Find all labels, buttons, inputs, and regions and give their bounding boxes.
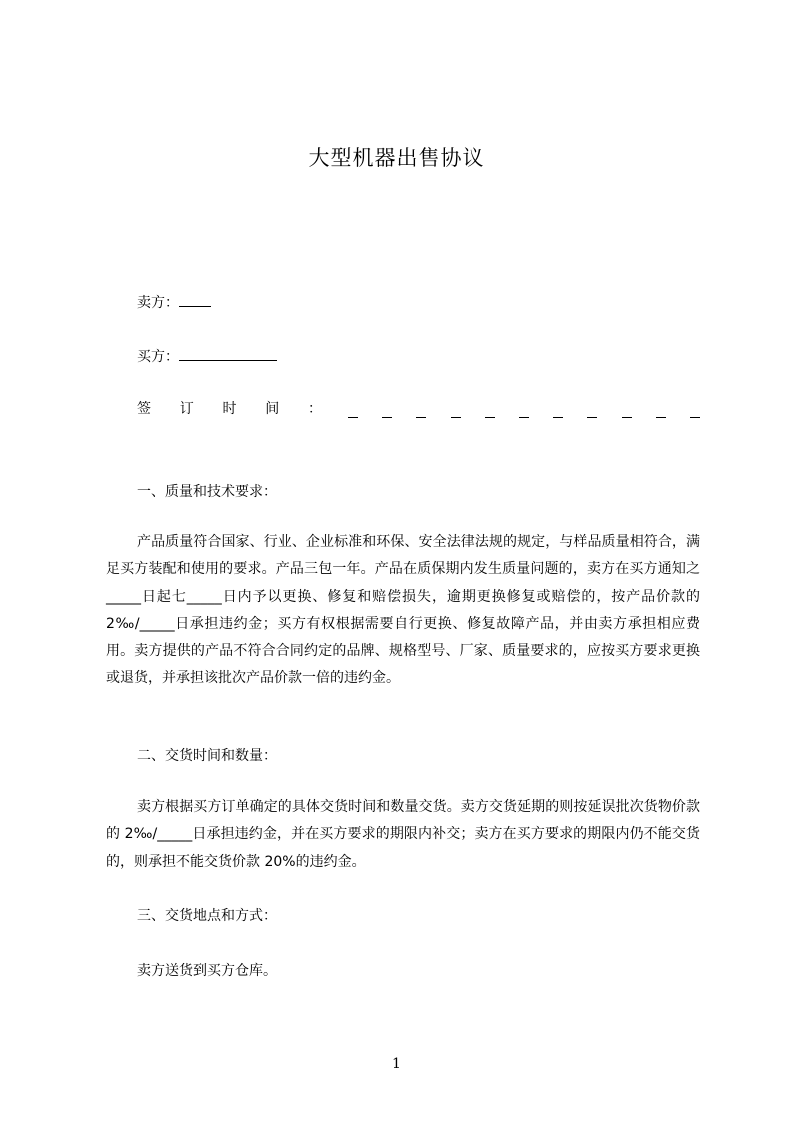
section-body-delivery-time: 卖方根据买方订单确定的具体交货时间和数量交货。卖方交货延期的则按延误批次货物价款的 2‰/_____日承担违约金，并在买方要求的期限内补交；卖方在买方要求的期限内仍不能交货的，则承担不能交货价款 20%的违约金。 <box>106 799 700 870</box>
signing-time-line <box>137 398 700 418</box>
blank-dash <box>690 405 700 418</box>
signing-time-char: 订 <box>179 401 194 417</box>
buyer-label: 买方： <box>137 349 179 365</box>
section-body-delivery-place: 卖方送货到买方仓库。 <box>137 963 277 979</box>
blank-dash <box>382 405 392 418</box>
blank-dash <box>348 405 358 418</box>
seller-label: 卖方： <box>137 295 179 311</box>
blank-dash <box>553 405 563 418</box>
signing-time-char: 签 <box>137 401 151 417</box>
blank-dash <box>519 405 529 418</box>
signing-time-blank <box>348 405 700 418</box>
section-heading-quality: 一、质量和技术要求： <box>137 484 277 500</box>
blank-dash <box>656 405 666 418</box>
seller-line <box>137 292 211 312</box>
page-number: 1 <box>392 1056 401 1072</box>
signing-time-label <box>137 398 322 418</box>
blank-dash <box>416 405 426 418</box>
buyer-line <box>137 346 277 366</box>
blank-dash <box>485 405 495 418</box>
section-heading-delivery-time: 二、交货时间和数量： <box>137 748 277 764</box>
section-body-quality: 产品质量符合国家、行业、企业标准和环保、安全法律法规的规定，与样品质量相符合，满足买方装配和使用的要求。产品三包一年。产品在质保期内发生质量问题的，卖方在买方通知之_____日起七_____日内予以更换、修复和赔偿损失，逾期更换修复或赔偿的，按产品价款的 2‰/_____日承担违约金；买方有权根据需要自行更换、修复故障产品，并由卖方承担相应费用。卖方提供的产品不符合合同约定的品牌、规格型号、厂家、质量要求的，应按买方要求更换或退货，并承担该批次产品价款一倍的违约金。 <box>106 534 700 687</box>
blank-dash <box>587 405 597 418</box>
buyer-blank <box>179 346 277 361</box>
blank-dash <box>451 405 461 418</box>
page-title: 大型机器出售协议 <box>308 146 485 170</box>
seller-blank <box>179 292 211 307</box>
section-heading-delivery-place: 三、交货地点和方式： <box>137 908 277 924</box>
signing-time-char: 时 <box>222 401 237 417</box>
signing-time-char: 间 <box>265 401 280 417</box>
blank-dash <box>622 405 632 418</box>
signing-time-char: ： <box>308 401 322 417</box>
